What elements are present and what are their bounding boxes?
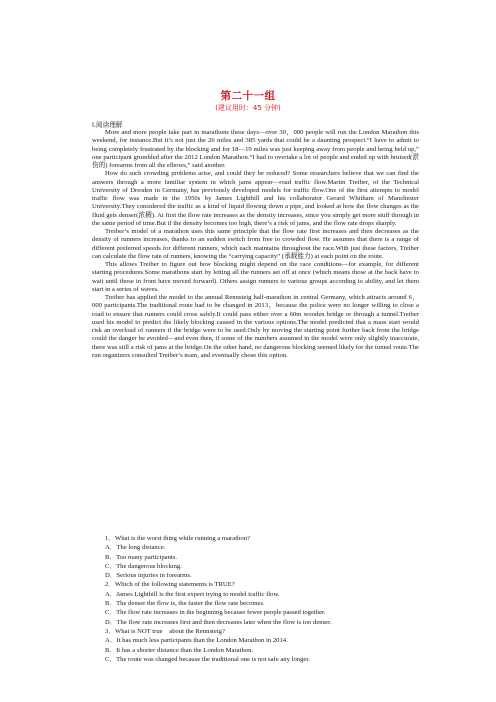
question-stem: 3．What is NOT true about the Rennsteig? [105,627,225,635]
answer-option: D．Serious injuries in forearms. [105,572,192,580]
passage [92,129,419,360]
page-title: 第二十一组 [220,90,276,102]
answer-option: D．The flow rate increases first and then decreases later when the flow is too denser. [105,618,332,626]
question-stem: 1．What is the worst thing while running a marathon? [105,535,250,542]
section-heading: Ⅰ.阅读理解 [92,121,123,129]
passage-paragraph: How do such crowding problems arise, and could they be reduced? Some researchers believe that we can find the answers through a more familiar system in which jams appear—road traffic flow.Martin Treiber, of the Technical University of Dresden in Germany, has previously developed models for traffic flow.One of the first attempts to model traffic flow was made in the 1950s by James Lighthill and his collaborator Gerard Whitham of Manchester University.They considered the traffic as a kind of liquid flowing down a pipe, and looked at how the flow changes as the fluid gets denser(浓稠). At first the flow rate increases as the density increases, since you simply get more stuff through in the same period of time.But if the density becomes too high, there’s a risk of jams, and the flow rate drops sharply. [92,170,419,227]
answer-option: C．The flow rate increases in the beginning because fewer people passed together. [105,609,326,617]
suggested-time: (建议用时：45 分钟) [215,104,281,112]
passage-paragraph: More and more people take part in marathons these days—over 30，000 people will run the London Marathon this weekend, for instance.But it’s not just the 26 miles and 385 yards that could be a daunting prospect.“I have to admit to being completely frustrated by the blocking and for 18—19 miles was just keeping away from people and being held up,” one participant grumbled after the 2012 London Marathon.“I had to overtake a lot of people and ended up with bruised(淤伤的) forearms from all the elbows,” said another. [92,129,419,169]
answer-option: A．The long distance. [105,544,166,552]
answer-option: A．It has much less participants than the London Marathon in 2014. [105,637,288,645]
passage-paragraph: This allows Treiber to figure out how blocking might depend on the race conditions—for example, for different starting procedures.Some marathons start by letting all the runners set off at once (which means those at the back have to wait until those in front have moved forward). Others assign runners to various groups according to ability, and let them start in a series of waves. [92,261,419,293]
answer-option: C．The dangerous blocking. [105,562,182,570]
answer-option: C．The route was changed because the traditional one is not safe any longer. [105,655,310,663]
answer-option: A．James Lighthill is the first expert trying to model traffic flow. [105,590,280,598]
question-stem: 2．Which of the following statements is TRUE? [105,581,235,589]
passage-paragraph: Treiber has applied the model to the annual Rennsteig half-marathon in central Germany, which attracts around 6，000 participants.The traditional route had to be changed in 2013，because the police were no longer willing to close a road to ensure that runners could cross safely.It could pass either over a 60m wooden bridge or through a tunnel.Treiber used his model to predict the likely blocking caused in the various options.The model predicted that a mass start would risk an overload of runners if the bridge were to be used.Only by moving the starting point further back from the bridge could the danger be avoided—and even then, if some of the numbers assumed in the model were only slightly inaccurate, there was still a risk of jams at the bridge.On the other hand, no dangerous blocking seemed likely for the tunnel route.The run organizers consulted Treiber’s team, and eventually chose this option. [92,294,419,359]
passage-paragraph: Treiber’s model of a marathon uses this same principle that the flow rate first increases and then decreases as the density of runners increases, thanks to an sudden switch from free to crowded flow. He assumes that there is a range of different preferred speeds for different runners, which each maintains throughout the race.With just these factors, Treiber can calculate the flow rate of runners, knowing the “carrying capacity” (承载能力) at each point on the route. [92,228,419,260]
answer-option: B．The denser the flow is, the faster the flow rate becomes. [105,600,265,608]
answer-option: B．It has a shorter distance than the London Marathon. [105,646,254,654]
question-list [92,534,419,664]
answer-option: B．Too many participants. [105,553,178,561]
